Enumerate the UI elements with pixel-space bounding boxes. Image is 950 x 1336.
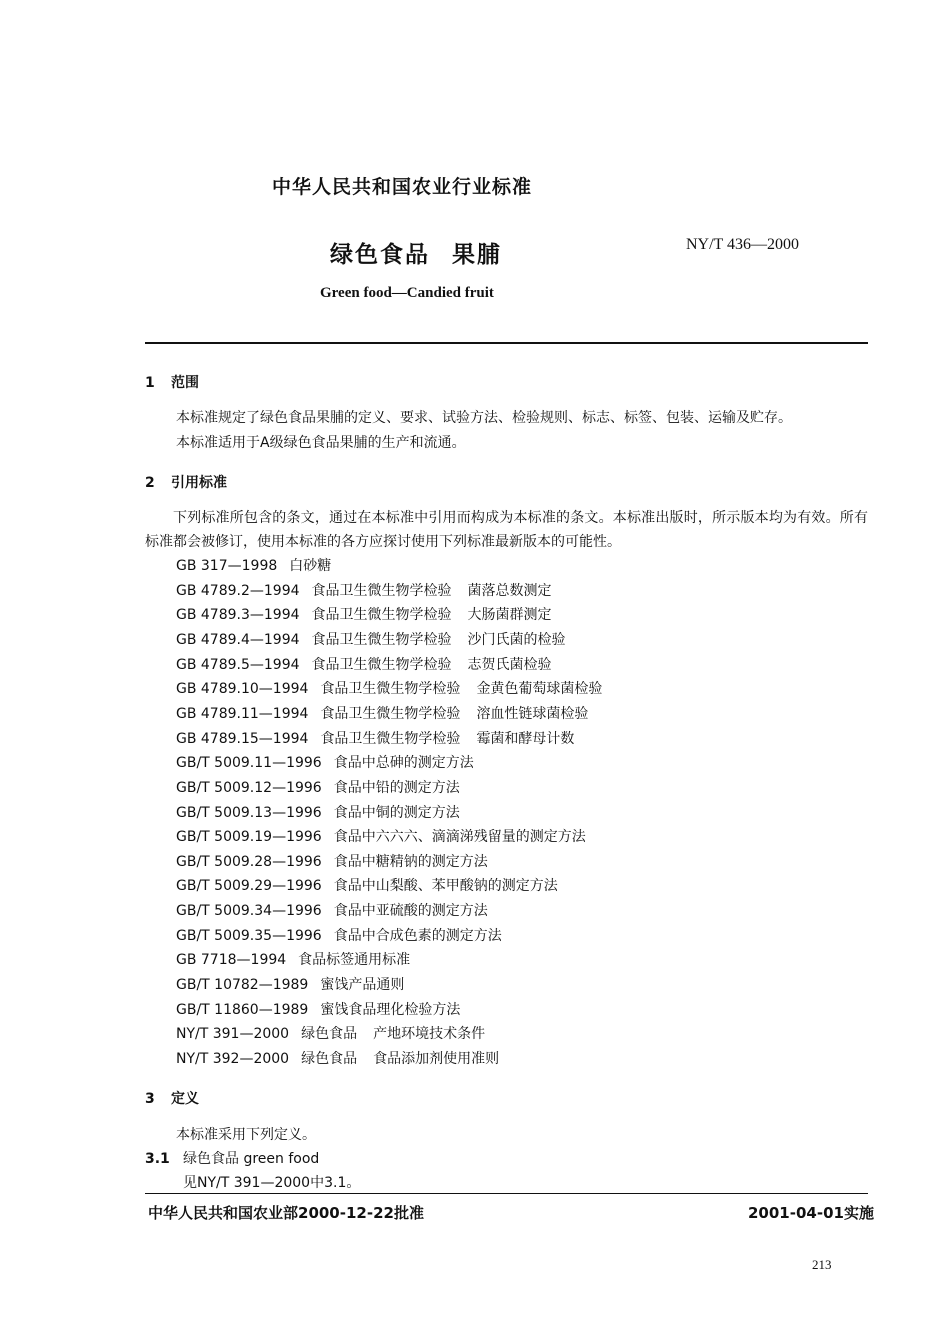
reference-subtitle: 金黄色葡萄球菌检验	[476, 681, 603, 698]
reference-code: GB/T 10782—1989	[176, 977, 309, 994]
section-number: 2	[145, 475, 155, 491]
reference-code: GB/T 5009.12—1996	[176, 779, 322, 796]
reference-code: GB/T 5009.29—1996	[176, 878, 322, 895]
reference-title: 食品卫生微生物学检验	[311, 656, 452, 673]
subsection-number: 3.1	[145, 1151, 170, 1167]
reference-subtitle: 产地环境技术条件	[373, 1026, 486, 1043]
reference-title: 食品中合成色素的测定方法	[333, 927, 502, 944]
reference-item	[176, 999, 460, 1019]
reference-item	[176, 974, 404, 994]
section-title: 定义	[171, 1091, 199, 1107]
reference-subtitle: 志贺氏菌检验	[467, 656, 552, 673]
subsection-3-1	[145, 1148, 319, 1168]
section-number: 3	[145, 1091, 155, 1107]
section-2-intro: 下列标准所包含的条文，通过在本标准中引用而构成为本标准的条文。本标准出版时，所示版本均为有效。所有标准都会被修订，使用本标准的各方应探讨使用下列标准最新版本的可能性。	[145, 510, 868, 550]
reference-code: GB/T 5009.13—1996	[176, 804, 322, 821]
reference-item	[176, 654, 552, 674]
reference-subtitle: 大肠菌群测定	[467, 607, 552, 624]
reference-item	[176, 826, 586, 846]
reference-title: 食品卫生微生物学检验	[320, 705, 461, 722]
reference-item	[176, 604, 552, 624]
reference-item	[176, 629, 566, 649]
section-title: 引用标准	[171, 475, 227, 491]
reference-item	[176, 703, 588, 723]
section-title: 范围	[171, 375, 199, 391]
standard-code: NY/T 436—2000	[686, 236, 800, 253]
document-title: 绿色食品 果脯	[330, 242, 503, 268]
reference-item	[176, 1023, 485, 1043]
reference-code: GB/T 5009.11—1996	[176, 755, 322, 772]
reference-code: GB 7718—1994	[176, 952, 287, 969]
reference-item	[176, 777, 460, 797]
reference-title: 蜜饯食品理化检验方法	[320, 1001, 461, 1018]
reference-item	[176, 925, 502, 945]
standard-type-heading: 中华人民共和国农业行业标准	[272, 176, 533, 198]
top-rule	[145, 342, 868, 344]
reference-title: 食品中亚硫酸的测定方法	[333, 903, 488, 920]
reference-code: GB 4789.11—1994	[176, 705, 309, 722]
reference-item	[176, 728, 574, 748]
section-1-paragraph-2: 本标准适用于A级绿色食品果脯的生产和流通。	[176, 435, 466, 451]
reference-code: GB 4789.10—1994	[176, 681, 309, 698]
section-3-heading	[145, 1088, 199, 1108]
english-title: Green food—Candied fruit	[320, 285, 494, 301]
reference-subtitle: 沙门氏菌的检验	[467, 631, 566, 648]
reference-code: GB/T 5009.34—1996	[176, 903, 322, 920]
reference-item	[176, 1048, 499, 1068]
reference-title: 食品中山梨酸、苯甲酸钠的测定方法	[333, 878, 558, 895]
subsection-term: 绿色食品 green food	[183, 1151, 320, 1167]
reference-item	[176, 851, 488, 871]
reference-title: 食品中总砷的测定方法	[333, 755, 474, 772]
reference-title: 食品卫生微生物学检验	[311, 582, 452, 599]
page-number: 213	[812, 1257, 832, 1272]
reference-subtitle: 溶血性链球菌检验	[476, 705, 589, 722]
reference-code: GB/T 11860—1989	[176, 1001, 309, 1018]
reference-title: 绿色食品	[301, 1026, 358, 1043]
reference-code: GB 4789.2—1994	[176, 582, 300, 599]
section-1-heading	[145, 372, 199, 392]
reference-subtitle: 食品添加剂使用准则	[373, 1051, 500, 1067]
reference-code: GB/T 5009.19—1996	[176, 829, 322, 846]
reference-code: GB 317—1998	[176, 558, 278, 574]
reference-title: 食品中糖精钠的测定方法	[333, 853, 488, 870]
reference-title: 食品卫生微生物学检验	[311, 631, 452, 648]
reference-item	[176, 949, 410, 969]
bottom-rule	[145, 1193, 868, 1194]
reference-code: GB/T 5009.28—1996	[176, 853, 322, 870]
reference-item	[176, 580, 552, 600]
section-number: 1	[145, 375, 155, 391]
reference-title: 绿色食品	[301, 1051, 358, 1067]
reference-item	[176, 678, 602, 698]
reference-title: 白砂糖	[289, 558, 332, 574]
reference-code: GB/T 5009.35—1996	[176, 927, 322, 944]
section-1-paragraph-1: 本标准规定了绿色食品果脯的定义、要求、试验方法、检验规则、标志、标签、包装、运输及贮存。	[176, 410, 792, 426]
section-2-heading	[145, 472, 227, 492]
reference-title: 食品中六六六、滴滴涕残留量的测定方法	[333, 829, 586, 846]
reference-title: 蜜饯产品通则	[320, 977, 405, 994]
section-3-intro: 本标准采用下列定义。	[176, 1127, 316, 1143]
reference-code: NY/T 391—2000	[176, 1026, 290, 1043]
reference-code: GB 4789.15—1994	[176, 730, 309, 747]
subsection-3-1-text: 见NY/T 391—2000中3.1。	[183, 1175, 361, 1191]
reference-subtitle: 菌落总数测定	[467, 582, 552, 599]
reference-code: GB 4789.4—1994	[176, 631, 300, 648]
reference-code: GB 4789.3—1994	[176, 607, 300, 624]
reference-item	[176, 900, 488, 920]
reference-item	[176, 555, 331, 575]
reference-subtitle: 霉菌和酵母计数	[476, 730, 575, 747]
reference-title: 食品中铅的测定方法	[333, 779, 460, 796]
effective-date: 2001-04-01实施	[748, 1204, 874, 1222]
reference-item	[176, 802, 460, 822]
reference-title: 食品标签通用标准	[298, 952, 411, 969]
reference-title: 食品卫生微生物学检验	[320, 730, 461, 747]
reference-title: 食品中铜的测定方法	[333, 804, 460, 821]
reference-code: NY/T 392—2000	[176, 1051, 290, 1067]
approval-line: 中华人民共和国农业部2000-12-22批准	[148, 1204, 424, 1222]
reference-item	[176, 875, 558, 895]
reference-title: 食品卫生微生物学检验	[311, 607, 452, 624]
reference-code: GB 4789.5—1994	[176, 656, 300, 673]
reference-item	[176, 752, 474, 772]
reference-title: 食品卫生微生物学检验	[320, 681, 461, 698]
